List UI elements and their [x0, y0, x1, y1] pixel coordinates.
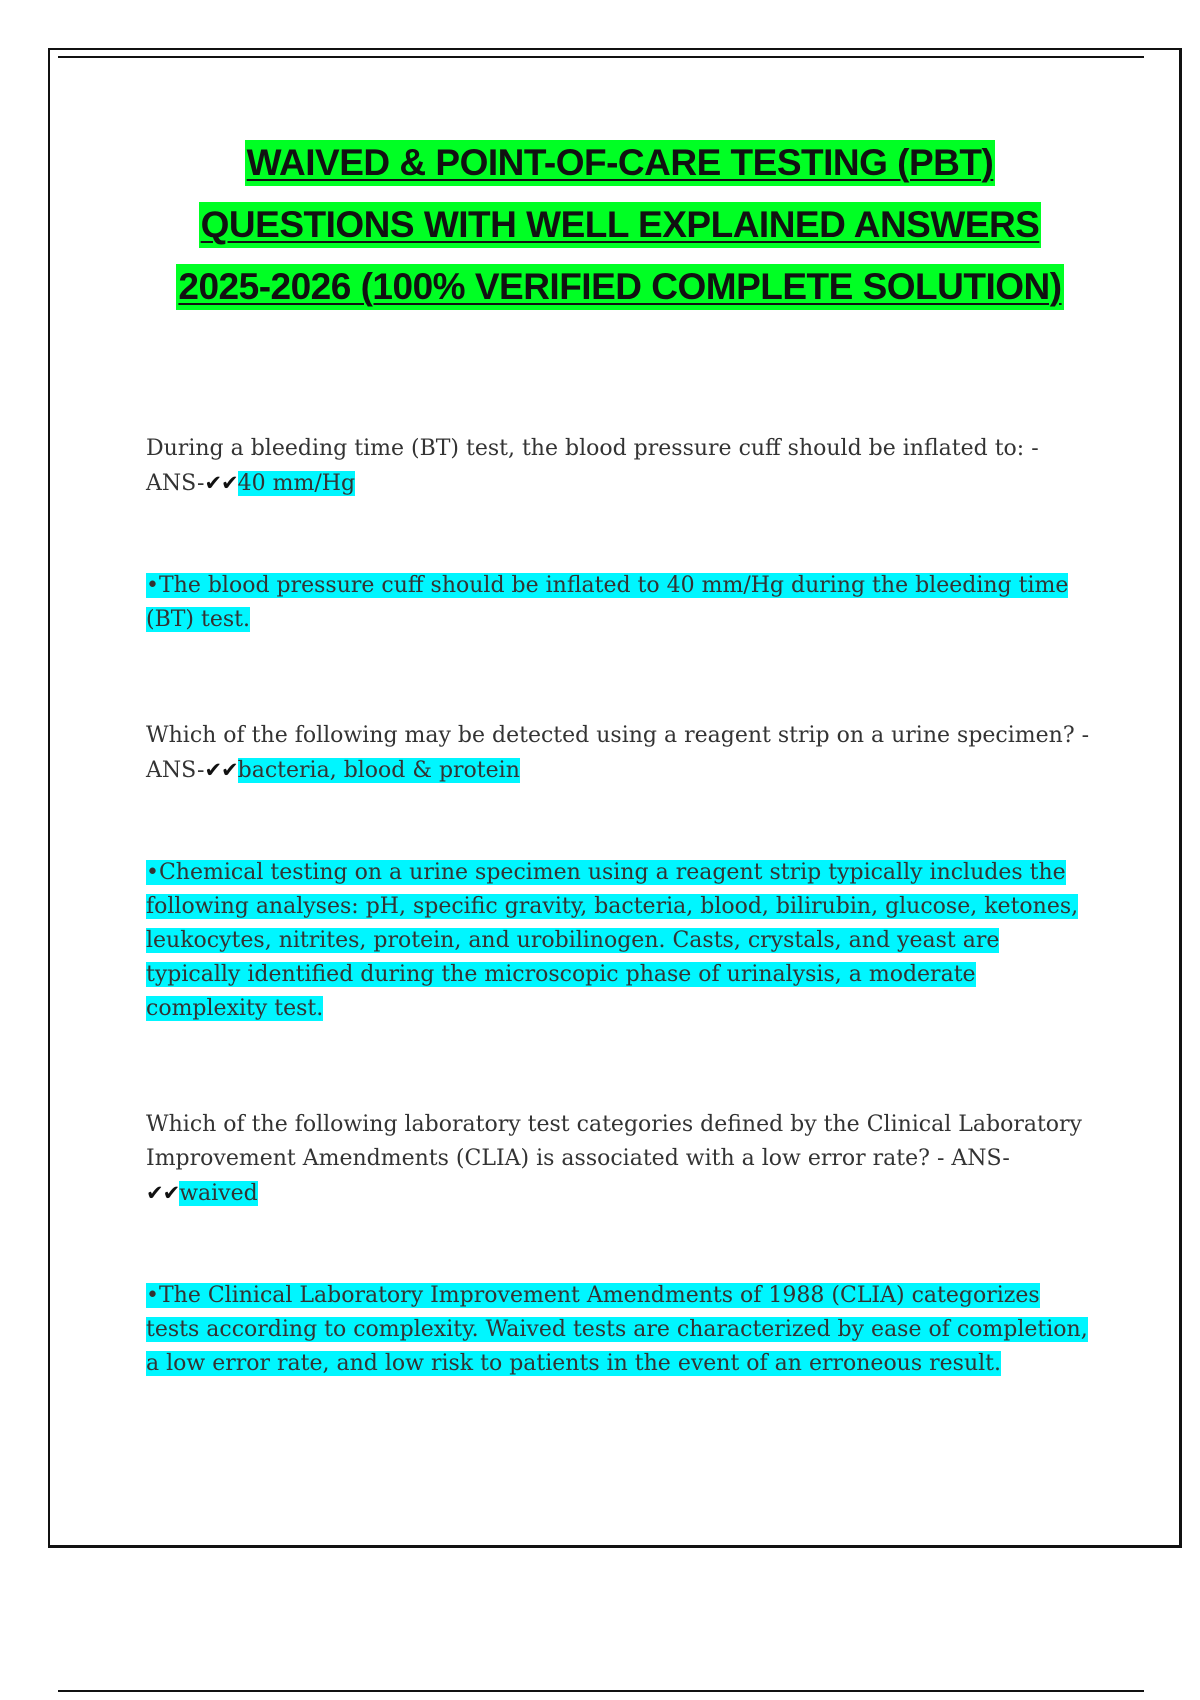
- explanation-3: •The Clinical Laboratory Improvement Amendments of 1988 (CLIA) categorizes tests according to complexity. Waived tests are characterized by ease of completion, a low error rate, and low risk to patients in the event of an erroneous result.: [146, 1283, 1088, 1376]
- answer-3: waived: [179, 1181, 258, 1206]
- qa-item: [146, 719, 1096, 788]
- question-text: [146, 1108, 1096, 1211]
- title-line-1: WAIVED & POINT-OF-CARE TESTING (PBT): [245, 140, 996, 186]
- qa-list: [146, 432, 1096, 1381]
- explanation-text: [146, 569, 1096, 637]
- answer-1: 40 mm/Hg: [237, 471, 356, 496]
- explanation-2: •Chemical testing on a urine specimen using a reagent strip typically includes the following analyses: pH, specific gravity, bacteria, blood, bilirubin, glucose, ketones, leukocytes, nitrites, protein, and urobilinogen. Casts, crystals, and yeast are typically identified during the microscopic phase of urinalysis, a moderate complexity test.: [146, 860, 1079, 1021]
- title-line-3: 2025-2026 (100% VERIFIED COMPLETE SOLUTION): [176, 264, 1063, 310]
- answer-2: bacteria, blood & protein: [237, 758, 520, 783]
- check-marks-icon: ✔✔: [204, 471, 238, 495]
- explanation-text: [146, 856, 1096, 1026]
- qa-item: [146, 1108, 1096, 1211]
- explanation-block: [146, 856, 1096, 1026]
- ans-label: - ANS-: [146, 723, 1090, 783]
- question-3: Which of the following laboratory test categories defined by the Clinical Laboratory Improvement Amendments (CLIA) is associated with a low error rate?: [146, 1112, 1082, 1171]
- question-2: Which of the following may be detected using a reagent strip on a urine specimen?: [146, 723, 1075, 748]
- ans-label: - ANS-: [146, 436, 1039, 496]
- explanation-text: [146, 1279, 1096, 1381]
- question-text: [146, 432, 1096, 501]
- document-title: [60, 140, 1180, 326]
- check-marks-icon: ✔✔: [146, 1181, 180, 1205]
- ans-label: - ANS-: [929, 1146, 1010, 1171]
- question-text: [146, 719, 1096, 788]
- check-marks-icon: ✔✔: [204, 758, 238, 782]
- bottom-rule: [58, 1690, 1144, 1692]
- explanation-block: [146, 1279, 1096, 1381]
- question-1: During a bleeding time (BT) test, the blood pressure cuff should be inflated to:: [146, 436, 1025, 461]
- explanation-block: [146, 569, 1096, 637]
- top-rule: [58, 56, 1144, 58]
- explanation-1: •The blood pressure cuff should be inflated to 40 mm/Hg during the bleeding time (BT) test.: [146, 573, 1069, 632]
- title-line-2: QUESTIONS WITH WELL EXPLAINED ANSWERS: [199, 202, 1042, 248]
- qa-item: [146, 432, 1096, 501]
